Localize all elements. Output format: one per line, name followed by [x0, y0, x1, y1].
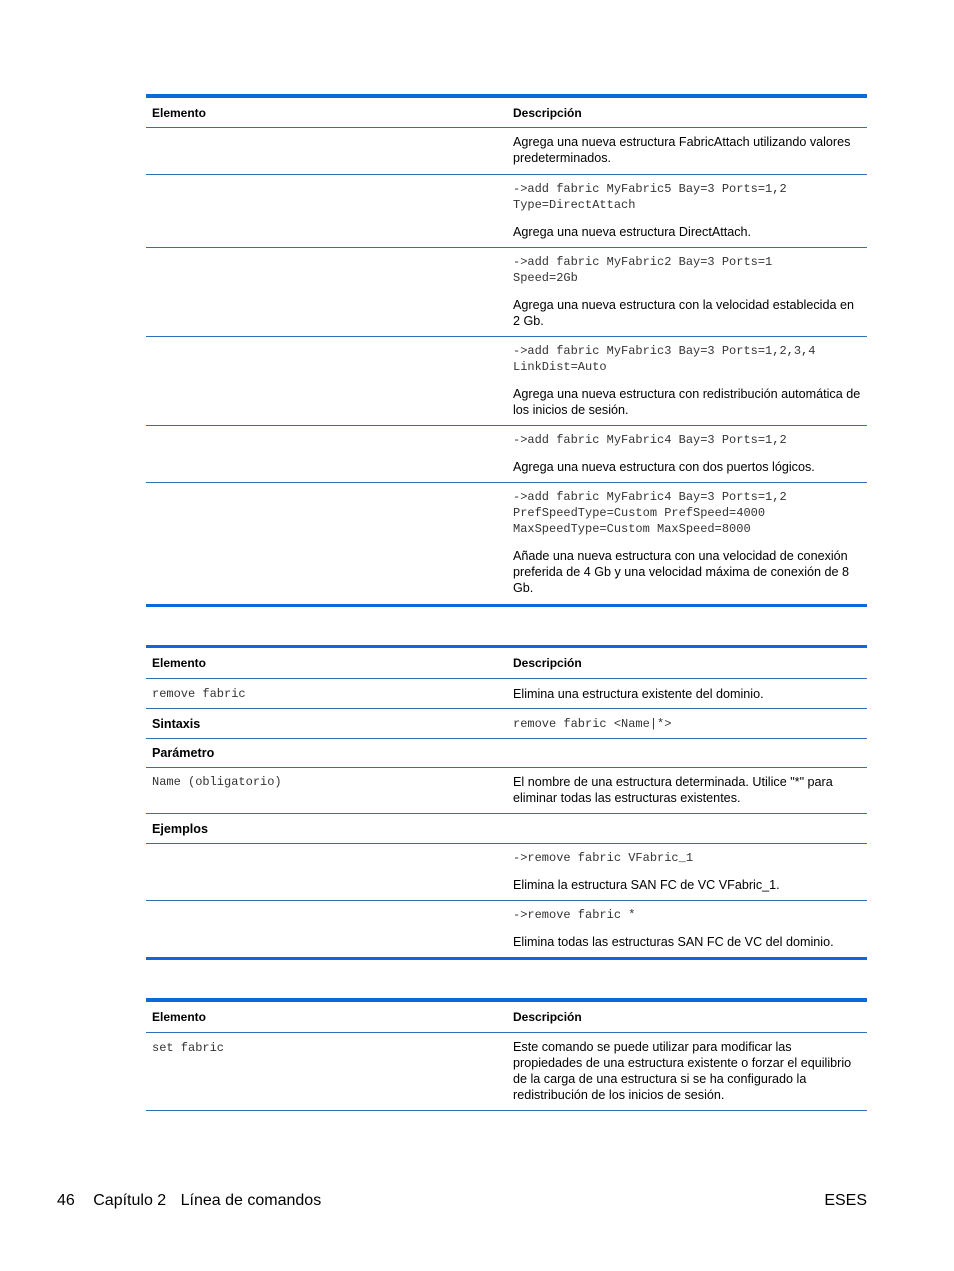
parameter-description: El nombre de una estructura determinada. Utilice "*" para eliminar todas las estructuras existentes.	[513, 775, 833, 805]
command-name: remove fabric	[152, 686, 246, 701]
table-row	[146, 128, 867, 175]
command-name: set fabric	[152, 1041, 225, 1055]
header-element: Elemento	[152, 105, 207, 120]
header-element: Elemento	[152, 656, 207, 670]
example-code-line: ->add fabric MyFabric5 Bay=3 Ports=1,2	[513, 182, 787, 196]
table-row	[146, 175, 867, 248]
header-description: Descripción	[513, 1010, 582, 1024]
example-code-line: ->add fabric MyFabric4 Bay=3 Ports=1,2	[513, 433, 787, 447]
example-code-line: ->remove fabric *	[513, 908, 636, 922]
example-code-line: ->add fabric MyFabric3 Bay=3 Ports=1,2,3,4	[513, 344, 816, 358]
example-code-line: PrefSpeedType=Custom PrefSpeed=4000	[513, 506, 766, 520]
examples-label: Ejemplos	[152, 821, 208, 836]
example-description: Agrega una nueva estructura DirectAttach.	[513, 225, 752, 239]
example-description: Elimina todas las estructuras SAN FC de VC del dominio.	[513, 935, 834, 949]
table-row	[146, 739, 867, 768]
table-header-row	[146, 98, 867, 128]
table-bottom-rule	[146, 604, 867, 607]
header-element: Elemento	[152, 1010, 207, 1024]
table-row	[146, 483, 867, 604]
table-row	[146, 426, 867, 483]
example-description: Añade una nueva estructura con una velocidad de conexión preferida de 4 Gb y una velocidad máxima de conexión de 8 Gb.	[513, 549, 850, 595]
table-row	[146, 844, 867, 901]
example-description: Agrega una nueva estructura con dos puertos lógicos.	[513, 460, 815, 474]
example-code-line: ->add fabric MyFabric2 Bay=3 Ports=1	[513, 255, 773, 269]
example-description: Elimina la estructura SAN FC de VC VFabric_1.	[513, 878, 780, 892]
table-row	[146, 768, 867, 814]
table-add-fabric-examples	[146, 94, 867, 607]
table-row	[146, 337, 867, 426]
table-remove-fabric	[146, 645, 867, 960]
command-description: Este comando se puede utilizar para modificar las propiedades de una estructura existente o forzar el equilibrio de la carga de una estructura si se ha configurado la redistribución de los inicios de sesión.	[513, 1040, 852, 1102]
example-code-line: Type=DirectAttach	[513, 198, 636, 212]
table-row	[146, 679, 867, 709]
page-number: 46	[57, 1192, 75, 1209]
example-description: Agrega una nueva estructura con la velocidad establecida en 2 Gb.	[513, 298, 854, 328]
table-row	[146, 248, 867, 337]
example-code-line: ->add fabric MyFabric4 Bay=3 Ports=1,2	[513, 490, 787, 504]
example-code-line: Speed=2Gb	[513, 271, 578, 285]
page-footer	[57, 1190, 321, 1212]
example-code-line: MaxSpeedType=Custom MaxSpeed=8000	[513, 522, 751, 536]
syntax-value: remove fabric <Name|*>	[513, 716, 672, 731]
chapter-label: Capítulo 2	[93, 1192, 167, 1209]
table-set-fabric	[146, 998, 867, 1111]
header-description: Descripción	[513, 105, 582, 120]
table-row	[146, 709, 867, 739]
table-bottom-rule	[146, 957, 867, 960]
locale-code: ESES	[824, 1192, 867, 1209]
example-description: Agrega una nueva estructura con redistribución automática de los inicios de sesión.	[513, 387, 861, 417]
example-description: Agrega una nueva estructura FabricAttach utilizando valores predeterminados.	[513, 135, 851, 165]
syntax-label: Sintaxis	[152, 716, 201, 731]
table-row	[146, 814, 867, 844]
header-description: Descripción	[513, 656, 582, 670]
parameter-name: Name (obligatorio)	[152, 775, 282, 789]
command-description: Elimina una estructura existente del dominio.	[513, 686, 764, 701]
table-row	[146, 901, 867, 957]
table-row	[146, 1033, 867, 1111]
example-code-line: ->remove fabric VFabric_1	[513, 851, 694, 865]
parameter-label: Parámetro	[152, 746, 215, 760]
table-header-row	[146, 1002, 867, 1033]
table-header-row	[146, 648, 867, 679]
chapter-title: Línea de comandos	[180, 1192, 322, 1209]
example-code-line: LinkDist=Auto	[513, 360, 607, 374]
